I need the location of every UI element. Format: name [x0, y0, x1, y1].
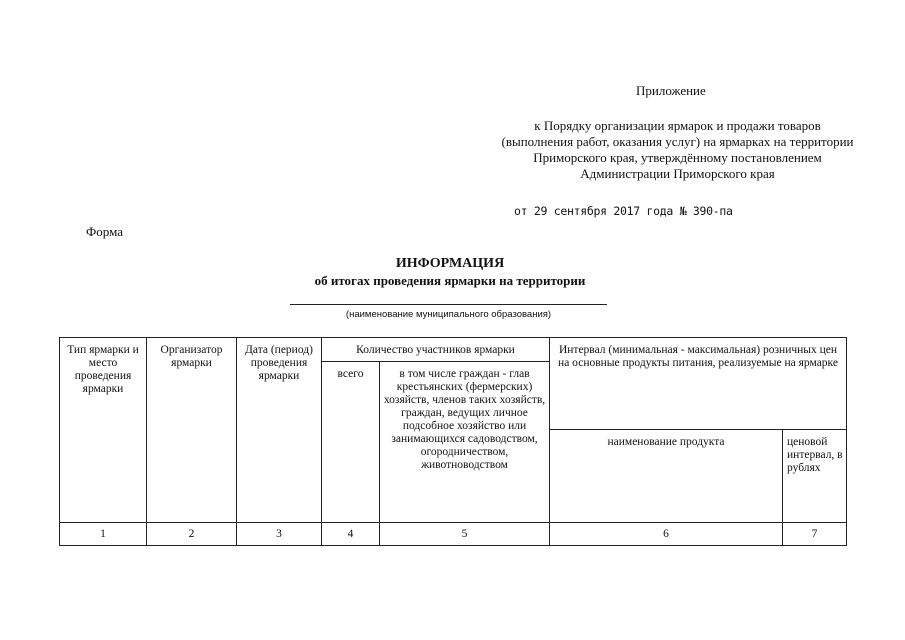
- municipality-blank-line: [290, 304, 607, 305]
- fair-results-table: [59, 337, 847, 546]
- header-participants: Количество участников ярмарки: [322, 338, 550, 362]
- column-number: 4: [322, 523, 380, 546]
- header-price-interval: Интервал (минимальная - максимальная) розничных цен на основные продукты питания, реализуемые на ярмарке: [550, 338, 847, 430]
- header-including: в том числе граждан - глав крестьянских (фермерских) хозяйств, членов таких хозяйств, граждан, ведущих личное подсобное хозяйство или занимающихся садоводством, огородничеством, животноводством: [380, 362, 550, 523]
- column-number: 3: [237, 523, 322, 546]
- column-number: 1: [60, 523, 147, 546]
- column-number: 7: [783, 523, 847, 546]
- header-total: всего: [322, 362, 380, 523]
- document-subtitle: об итогах проведения ярмарки на территории: [314, 273, 586, 288]
- document-title: ИНФОРМАЦИЯ: [395, 256, 505, 271]
- column-number: 6: [550, 523, 783, 546]
- appendix-date-line: от 29 сентября 2017 года № 390-па: [514, 204, 733, 218]
- header-product-name: наименование продукта: [550, 430, 783, 523]
- municipality-caption: (наименование муниципального образования): [345, 309, 552, 320]
- column-number: 2: [147, 523, 237, 546]
- header-date: Дата (период) проведения ярмарки: [237, 338, 322, 523]
- header-price-range: ценовой интервал, в рублях: [783, 430, 847, 523]
- header-organizer: Организатор ярмарки: [147, 338, 237, 523]
- column-number: 5: [380, 523, 550, 546]
- form-label: Форма: [86, 224, 123, 239]
- appendix-title: Приложение: [636, 83, 706, 98]
- header-type-place: Тип ярмарки и место проведения ярмарки: [60, 338, 147, 523]
- appendix-body: к Порядку организации ярмарок и продажи товаров (выполнения работ, оказания услуг) на ярмарках на территории Приморского края, утверждённому постановлением Администрации Приморского края: [501, 118, 854, 181]
